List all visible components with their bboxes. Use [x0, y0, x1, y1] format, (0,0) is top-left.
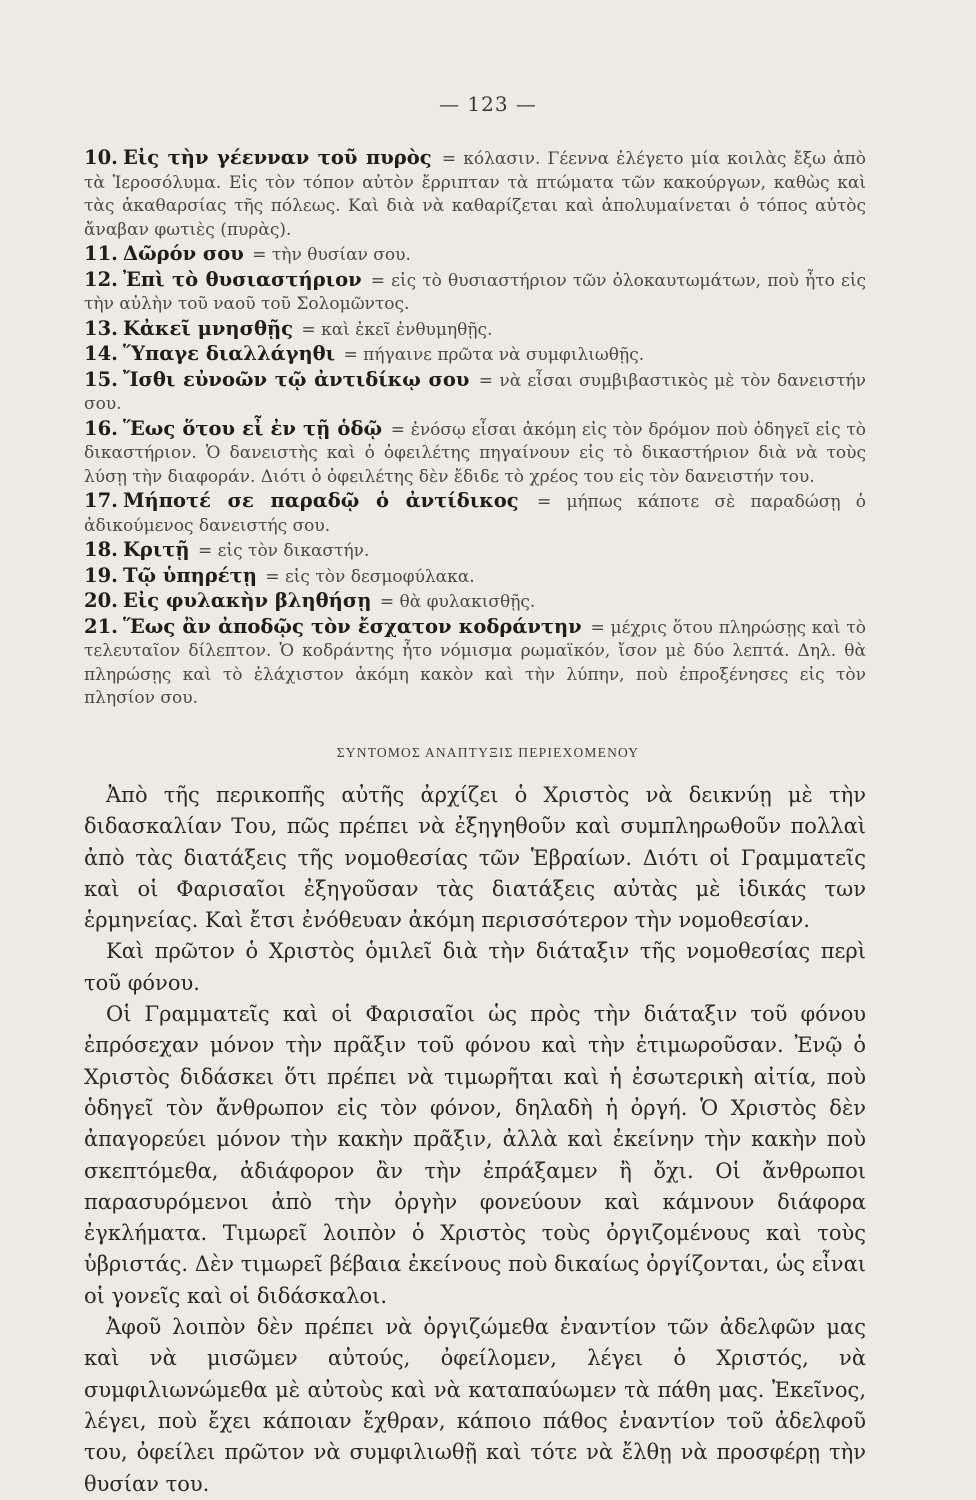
note-term: Εἰς τὴν γέενναν τοῦ πυρὸς [122, 146, 432, 169]
note-term: Δῶρόν σου [122, 242, 244, 265]
summary-paragraph: Καὶ πρῶτον ὁ Χριστὸς ὁμιλεῖ διὰ τὴν διάταξιν τῆς νομοθεσίας περὶ τοῦ φόνου. [84, 939, 866, 995]
note-definition: = εἰς τὸν δεσμοφύλακα. [265, 566, 475, 587]
note-definition: = τὴν θυσίαν σου. [252, 245, 411, 265]
note-number: 11. [84, 242, 118, 265]
note-definition: = νὰ εἶσαι συμβιβαστικὸς μὲ τὸν δανειστήν σου. [84, 370, 867, 414]
note-number: 17. [84, 489, 118, 512]
note-definition: = καὶ ἐκεῖ ἐνθυμηθῇς. [301, 319, 493, 340]
note-number: 10. [84, 146, 118, 169]
note-definition: = εἰς τὸ θυσιαστήριον τῶν ὁλοκαυτωμάτων, ποὺ ἦτο εἰς τὴν αὐλὴν τοῦ ναοῦ τοῦ Σολομῶντος. [84, 270, 867, 314]
summary-paragraph: Οἱ Γραμματεῖς καὶ οἱ Φαρισαῖοι ὡς πρὸς τὴν διάταξιν τοῦ φόνου ἐπρόσεχαν μόνον τὴν πρᾶξιν τοῦ φόνου καὶ τὴν ἐτιμωροῦσαν. Ἐνῷ ὁ Χριστὸς διδάσκει ὅτι πρέπει νὰ τιμωρῆται καὶ ἡ ἐσωτερικὴ αἰτία, ποὺ ὁδηγεῖ τὸν ἄνθρωπον εἰς τὸν φόνον, δηλαδὴ ἡ ὀργή. Ὁ Χριστὸς δὲν ἀπαγορεύει μόνον τὴν κακὴν πρᾶξιν, ἀλλὰ καὶ ἐκείνην τὴν κακὴν ποὺ σκεπτόμεθα, ἀδιάφορον ἂν τὴν ἐπράξαμεν ἢ ὄχι. Οἱ ἄνθρωποι παρασυρόμενοι ἀπὸ τὴν ὀργὴν φονεύουν καὶ κάμνουν διάφορα ἐγκλήματα. Τιμωρεῖ λοιπὸν ὁ Χριστὸς τοὺς ὀργιζομένους καὶ τοὺς ὑβριστάς. Δὲν τιμωρεῖ βέβαια ἐκείνους ποὺ δικαίως ὀργίζονται, ὡς εἶναι οἱ γονεῖς καὶ οἱ διδάσκαλοι. [84, 1002, 866, 1308]
page-number: — 123 — [439, 92, 537, 116]
note-11 [84, 242, 866, 268]
note-12 [84, 268, 866, 317]
note-16 [84, 417, 866, 490]
note-term: Κἀκεῖ μνησθῇς [122, 316, 294, 340]
note-number: 14. [84, 342, 118, 365]
note-number: 20. [84, 589, 118, 612]
note-term: Ὕπαγε διαλλάγηθι [122, 342, 336, 365]
note-19 [84, 564, 866, 590]
note-number: 18. [84, 538, 118, 561]
note-15 [84, 368, 866, 417]
note-definition: = μήπως κάποτε σὲ παραδώσῃ ὁ ἀδικούμενος δανειστής σου. [84, 492, 867, 536]
note-term: Τῷ ὑπηρέτῃ [122, 563, 257, 587]
note-definition: = θὰ φυλακισθῇς. [379, 592, 536, 612]
note-term: Κριτῇ [122, 538, 190, 561]
note-10 [84, 146, 866, 242]
notes-section [84, 146, 866, 711]
note-17 [84, 489, 866, 538]
note-number: 21. [84, 614, 118, 638]
note-number: 13. [84, 316, 118, 340]
note-definition: = πήγαινε πρῶτα νὰ συμφιλιωθῇς. [343, 345, 645, 365]
note-number: 12. [84, 267, 118, 291]
note-definition: = εἰς τὸν δικαστήν. [198, 541, 370, 561]
note-number: 15. [84, 367, 118, 391]
note-term: Ἕως ἂν ἀποδῷς τὸν ἔσχατον κοδράντην [122, 614, 582, 638]
note-14 [84, 342, 866, 368]
note-term: Εἰς φυλακὴν βληθήσῃ [122, 589, 372, 612]
note-definition: = κόλασιν. Γέεννα ἐλέγετο μία κοιλὰς ἔξω ἀπὸ τὰ Ἱεροσόλυμα. Εἰς τὸν τόπον αὐτὸν ἔρριπταν τὰ πτώματα τῶν κακούργων, καθὼς καὶ τὰς ἀκαθαρσίας τῆς πόλεως. Καὶ διὰ νὰ καθαρίζεται καὶ ἀπολυμαίνεται ὁ τόπος αὐτὸς ἄναβαν φωτιὲς (πυρὰς). [84, 149, 867, 240]
note-13 [84, 317, 866, 343]
section-title: ΣΥΝΤΟΜΟΣ ΑΝΑΠΤΥΞΙΣ ΠΕΡΙΕΧΟΜΕΝΟΥ [336, 745, 640, 760]
note-18 [84, 538, 866, 564]
note-term: Ἕως ὅτου εἶ ἐν τῇ ὁδῷ [122, 416, 383, 440]
note-definition: = ἐνόσῳ εἶσαι ἀκόμη εἰς τὸν δρόμον ποὺ ὁδηγεῖ εἰς τὸ δικαστήριον. Ὁ δανειστὴς καὶ ὁ ὀφειλέτης πηγαίνουν εἰς τὸ δικαστήριον διὰ νὰ τοὺς λύσῃ τὴν διαφοράν. Διότι ὁ ὀφειλέτης δὲν ἔδιδε τὸ χρέος του εἰς τὸν δανειστήν του. [84, 419, 866, 487]
note-term: Ἐπὶ τὸ θυσιαστήριον [122, 267, 362, 291]
note-number: 16. [84, 416, 118, 440]
note-number: 19. [84, 563, 118, 587]
summary-paragraph: Ἀπὸ τῆς περικοπῆς αὐτῆς ἀρχίζει ὁ Χριστὸς νὰ δεικνύῃ μὲ τὴν διδασκαλίαν Του, πῶς πρέπει νὰ ἐξηγηθοῦν καὶ συμπληρωθοῦν πολλαὶ ἀπὸ τὰς διατάξεις τῆς νομοθεσίας τῶν Ἑβραίων. Διότι οἱ Γραμματεῖς καὶ οἱ Φαρισαῖοι ἐξηγοῦσαν τὰς διατάξεις αὐτὰς μὲ ἰδικάς των ἑρμηνείας. Καὶ ἔτσι ἐνόθευαν ἀκόμη περισσότερον τὴν νομοθεσίαν. [84, 783, 866, 933]
note-term: Ἴσθι εὐνοῶν τῷ ἀντιδίκῳ σου [122, 367, 470, 391]
note-definition: = μέχρις ὅτου πληρώσῃς καὶ τὸ τελευταῖον δίλεπτον. Ὁ κοδράντης ἦτο νόμισμα ρωμαϊκόν, ἴσον μὲ δύο λεπτά. Δηλ. θὰ πληρώσῃς καὶ τὸ ἐλάχιστον ἀκόμη κακὸν καὶ τὴν λύπην, ποὺ ἐπροξένησες εἰς τὸν πλησίον σου. [84, 617, 866, 708]
note-21 [84, 615, 866, 711]
note-term: Μήποτέ σε παραδῷ ὁ ἀντίδικος [122, 489, 519, 512]
summary-paragraph: Ἀφοῦ λοιπὸν δὲν πρέπει νὰ ὀργιζώμεθα ἐναντίον τῶν ἀδελφῶν μας καὶ νὰ μισῶμεν αὐτούς, ὀφείλομεν, λέγει ὁ Χριστός, νὰ συμφιλιωνώμεθα μὲ αὐτοὺς καὶ νὰ καταπαύωμεν τὰ πάθη μας. Ἐκεῖνος, λέγει, ποὺ ἔχει κάποιαν ἔχθραν, κάποιο πάθος ἐναντίον τοῦ ἀδελφοῦ του, ὀφείλει πρῶτον νὰ συμφιλιωθῇ καὶ τότε νὰ ἔλθῃ νὰ προσφέρῃ τὴν θυσίαν του. [84, 1315, 866, 1496]
note-20 [84, 589, 866, 615]
summary-section [84, 780, 866, 1500]
